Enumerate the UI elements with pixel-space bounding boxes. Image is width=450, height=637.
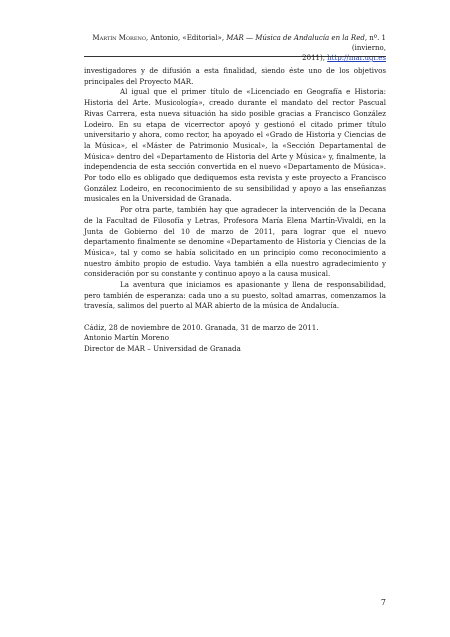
header-citation: , Antonio, «Editorial», — [145, 34, 227, 42]
header-journal: MAR — Música de Andalucía en la Red — [226, 34, 365, 42]
signature-place-date: Cádiz, 28 de noviembre de 2010. Granada, 31 de marzo de 2011. — [84, 322, 319, 332]
header-author: Martín Moreno — [92, 34, 146, 42]
header-divider — [84, 56, 386, 57]
running-header — [84, 33, 386, 63]
paragraph-dean: Por otra parte, también hay que agradecer la intervención de la Decana de la Facultad de Filosofía y Letras, Profesora María Elena Martín-Vivaldi, en la Junta de Gobierno del 10 de marzo de 2011, para lograr que el nuevo departamento finalmente se denomine «Departamento de Historia y Ciencias de la Música», tal y como se había solicitado en un principio como reconocimiento a nuestro ámbito propio de estudio. Vaya también a ella nuestro agradecimiento y consideración por su constante y continuo apoyo a la causa musical. — [84, 205, 386, 279]
page-number: 7 — [380, 598, 386, 607]
header-year: 2011), — [302, 54, 328, 62]
paragraph-closing: La aventura que iniciamos es apasionante y llena de responsabilidad, pero también de esperanza: cada uno a su puesto, soltad amarras, comenzamos la travesía, salimos del puerto al MAR abierto de la música de Andalucía. — [84, 280, 386, 311]
header-line-2 — [84, 53, 386, 63]
body-text — [84, 66, 386, 355]
signature-block — [84, 323, 386, 355]
header-line-1 — [84, 33, 386, 53]
signature-name: Antonio Martín Moreno — [84, 333, 169, 343]
paragraph-rector: Al igual que el primer título de «Licenciado en Geografía e Historia: Historia del Arte. Musicología», creado durante el mandato del rector Pascual Rivas Carrera, esta nueva situación ha sido posible gracias a Francisco González Lodeiro. En su etapa de vicerrector apoyó y gestionó el citado primer título universitario y ahora, como rector, ha apoyado el «Grado de Historia y Ciencias de la Música», el «Máster de Patrimonio Musical», la «Sección Departamental de Música» dentro del «Departamento de Historia del Arte y Música» y, finalmente, la independencia de esta sección convertida en el nuevo «Departamento de Música». Por todo ello es obligado que dediquemos esta revista y este proyecto a Francisco González Lodeiro, en reconocimiento de su sensibilidad y apoyo a las enseñanzas musicales en la Universidad de Granada. — [84, 87, 386, 204]
header-issue: , nº. 1 (invierno, — [351, 34, 386, 52]
paragraph-continuation: investigadores y de difusión a esta finalidad, siendo éste uno de los objetivos principales del Proyecto MAR. — [84, 66, 386, 86]
signature-role: Director de MAR – Universidad de Granada — [84, 344, 241, 354]
header-journal-link[interactable]: http://mar.ugr.es — [327, 54, 386, 62]
